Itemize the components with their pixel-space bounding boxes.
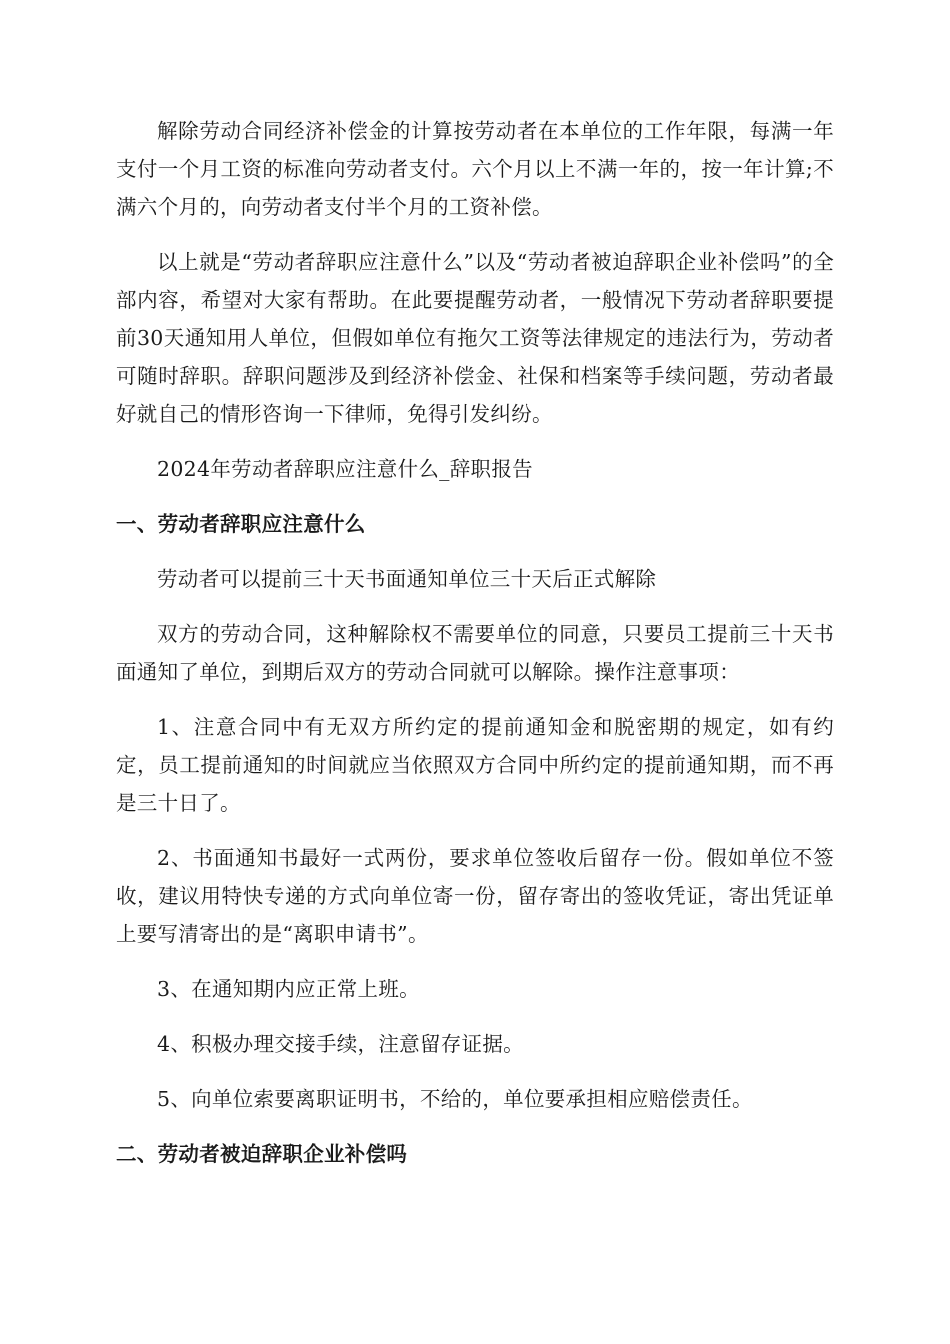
list-item-3: 3、在通知期内应正常上班。: [157, 977, 420, 1001]
paragraph-severance-calculation: 解除劳动合同经济补偿金的计算按劳动者在本单位的工作年限，每满一年支付一个月工资的标准向劳动者支付。六个月以上不满一年的，按一年计算;不满六个月的，向劳动者支付半个月的工资补偿。: [116, 119, 834, 219]
paragraph-advance-notice: 劳动者可以提前三十天书面通知单位三十天后正式解除: [157, 567, 657, 591]
paragraph-article-title: 2024年劳动者辞职应注意什么_辞职报告: [157, 457, 533, 481]
list-item-2: 2、书面通知书最好一式两份，要求单位签收后留存一份。假如单位不签收，建议用特快专递的方式向单位寄一份，留存寄出的签收凭证，寄出凭证单上要写清寄出的是“离职申请书”。: [116, 846, 834, 946]
document-page: [116, 112, 834, 1173]
section-heading-forced-resignation: 二、劳动者被迫辞职企业补偿吗: [116, 1142, 408, 1166]
paragraph-summary: 以上就是“劳动者辞职应注意什么”以及“劳动者被迫辞职企业补偿吗”的全部内容，希望对大家有帮助。在此要提醒劳动者，一般情况下劳动者辞职要提前30天通知用人单位，但假如单位有拖欠工资等法律规定的违法行为，劳动者可随时辞职。辞职问题涉及到经济补偿金、社保和档案等手续问题，劳动者最好就自己的情形咨询一下律师，免得引发纠纷。: [116, 250, 834, 426]
list-item-4: 4、积极办理交接手续，注意留存证据。: [157, 1032, 524, 1056]
section-heading-resignation-notes: 一、劳动者辞职应注意什么: [116, 512, 366, 536]
paragraph-contract-termination: 双方的劳动合同，这种解除权不需要单位的同意，只要员工提前三十天书面通知了单位，到期后双方的劳动合同就可以解除。操作注意事项：: [116, 622, 834, 684]
list-item-1: 1、注意合同中有无双方所约定的提前通知金和脱密期的规定，如有约定，员工提前通知的时间就应当依照双方合同中所约定的提前通知期，而不再是三十日了。: [116, 715, 834, 815]
list-item-5: 5、向单位索要离职证明书，不给的，单位要承担相应赔偿责任。: [157, 1087, 753, 1111]
